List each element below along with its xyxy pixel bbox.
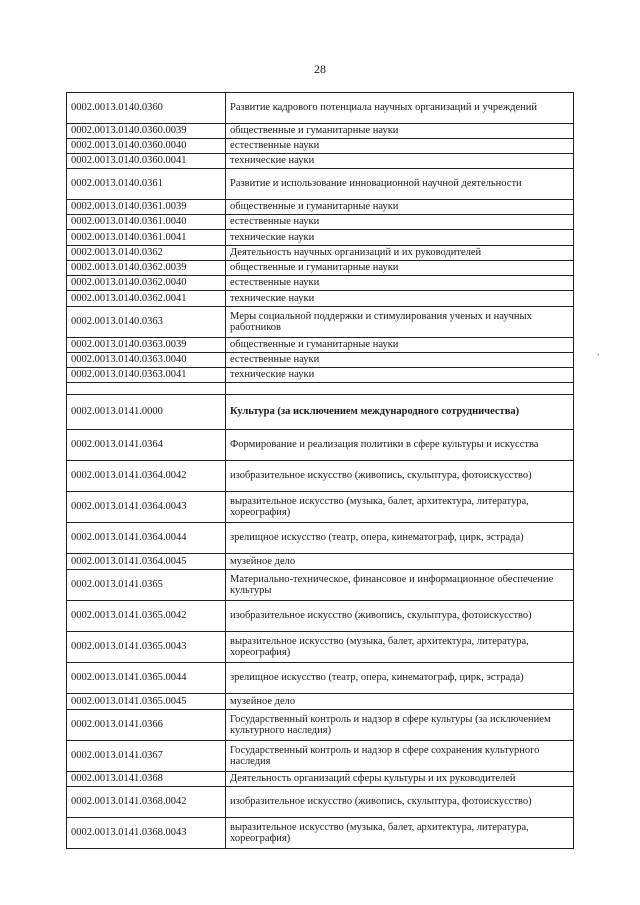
row-code (67, 383, 226, 395)
table-row (67, 230, 574, 246)
row-code: 0002.0013.0141.0365.0045 (67, 694, 226, 710)
row-code: 0002.0013.0140.0360.0041 (67, 154, 226, 169)
table-row (67, 663, 574, 694)
table-row (67, 741, 574, 772)
table-row (67, 461, 574, 492)
row-title: общественные и гуманитарные науки (226, 124, 574, 139)
row-title: Развитие и использование инновационной научной деятельности (226, 169, 574, 200)
table-row (67, 139, 574, 154)
row-title: технические науки (226, 154, 574, 169)
row-code: 0002.0013.0141.0365.0042 (67, 601, 226, 632)
row-title: естественные науки (226, 215, 574, 230)
table-row (67, 246, 574, 261)
table-row (67, 787, 574, 818)
table-row (67, 632, 574, 663)
row-title: зрелищное искусство (театр, опера, кинематограф, цирк, эстрада) (226, 523, 574, 554)
row-title: музейное дело (226, 694, 574, 710)
table-row (67, 383, 574, 395)
table-row (67, 694, 574, 710)
row-code: 0002.0013.0140.0361.0039 (67, 200, 226, 215)
table-row (67, 601, 574, 632)
row-title: общественные и гуманитарные науки (226, 338, 574, 353)
row-code: 0002.0013.0140.0361.0041 (67, 230, 226, 246)
row-title: Развитие кадрового потенциала научных организаций и учреждений (226, 93, 574, 124)
row-code: 0002.0013.0140.0362 (67, 246, 226, 261)
classifier-rows (67, 93, 574, 849)
table-row (67, 215, 574, 230)
row-code: 0002.0013.0140.0362.0040 (67, 276, 226, 291)
row-title: технические науки (226, 291, 574, 307)
row-code: 0002.0013.0141.0368 (67, 772, 226, 787)
row-code: 0002.0013.0141.0365 (67, 570, 226, 601)
row-code: 0002.0013.0141.0000 (67, 395, 226, 430)
table-row (67, 291, 574, 307)
row-code: 0002.0013.0140.0360.0040 (67, 139, 226, 154)
row-title: технические науки (226, 230, 574, 246)
row-title: общественные и гуманитарные науки (226, 200, 574, 215)
row-code: 0002.0013.0140.0361.0040 (67, 215, 226, 230)
table-row (67, 93, 574, 124)
row-title: музейное дело (226, 554, 574, 570)
row-title: Деятельность организаций сферы культуры и их руководителей (226, 772, 574, 787)
row-title: естественные науки (226, 139, 574, 154)
row-title: Формирование и реализация политики в сфере культуры и искусства (226, 430, 574, 461)
scan-mark: ‘ (597, 352, 600, 361)
row-title: общественные и гуманитарные науки (226, 261, 574, 276)
row-title: технические науки (226, 368, 574, 383)
row-title: Культура (за исключением международного сотрудничества) (226, 395, 574, 430)
table-row (67, 169, 574, 200)
row-code: 0002.0013.0140.0362.0039 (67, 261, 226, 276)
row-title: зрелищное искусство (театр, опера, кинематограф, цирк, эстрада) (226, 663, 574, 694)
row-code: 0002.0013.0140.0363.0041 (67, 368, 226, 383)
row-code: 0002.0013.0140.0360 (67, 93, 226, 124)
table-row (67, 554, 574, 570)
table-row (67, 492, 574, 523)
table-row (67, 307, 574, 338)
row-title: Государственный контроль и надзор в сфере культуры (за исключением культурного наследия) (226, 710, 574, 741)
row-title: Материально-техническое, финансовое и информационное обеспечение культуры (226, 570, 574, 601)
table-row (67, 430, 574, 461)
classifier-table (66, 92, 574, 849)
row-code: 0002.0013.0140.0363.0040 (67, 353, 226, 368)
row-code: 0002.0013.0141.0364.0044 (67, 523, 226, 554)
row-title: выразительное искусство (музыка, балет, архитектура, литература, хореография) (226, 632, 574, 663)
row-code: 0002.0013.0141.0366 (67, 710, 226, 741)
row-code: 0002.0013.0140.0361 (67, 169, 226, 200)
row-title: Деятельность научных организаций и их руководителей (226, 246, 574, 261)
row-code: 0002.0013.0141.0365.0043 (67, 632, 226, 663)
table-row (67, 523, 574, 554)
row-code: 0002.0013.0140.0363.0039 (67, 338, 226, 353)
table-row (67, 261, 574, 276)
table-row (67, 570, 574, 601)
table-row (67, 200, 574, 215)
row-title: выразительное искусство (музыка, балет, архитектура, литература, хореография) (226, 492, 574, 523)
table-row (67, 154, 574, 169)
table-row (67, 818, 574, 849)
row-code: 0002.0013.0140.0362.0041 (67, 291, 226, 307)
row-title: Меры социальной поддержки и стимулирования ученых и научных работников (226, 307, 574, 338)
table-row (67, 710, 574, 741)
row-title: естественные науки (226, 353, 574, 368)
row-title: естественные науки (226, 276, 574, 291)
row-title: выразительное искусство (музыка, балет, архитектура, литература, хореография) (226, 818, 574, 849)
row-title: изобразительное искусство (живопись, скульптура, фотоискусство) (226, 787, 574, 818)
row-title: изобразительное искусство (живопись, скульптура, фотоискусство) (226, 601, 574, 632)
table-row (67, 368, 574, 383)
row-code: 0002.0013.0141.0367 (67, 741, 226, 772)
table-row (67, 338, 574, 353)
row-code: 0002.0013.0141.0364 (67, 430, 226, 461)
row-title (226, 383, 574, 395)
table-row (67, 353, 574, 368)
row-code: 0002.0013.0141.0368.0043 (67, 818, 226, 849)
row-code: 0002.0013.0140.0360.0039 (67, 124, 226, 139)
row-code: 0002.0013.0141.0364.0042 (67, 461, 226, 492)
table-row (67, 276, 574, 291)
table-row (67, 395, 574, 430)
row-code: 0002.0013.0141.0364.0043 (67, 492, 226, 523)
table-row (67, 772, 574, 787)
page-number: 28 (314, 62, 326, 76)
row-code: 0002.0013.0140.0363 (67, 307, 226, 338)
row-code: 0002.0013.0141.0364.0045 (67, 554, 226, 570)
table-row (67, 124, 574, 139)
row-title: Государственный контроль и надзор в сфере сохранения культурного наследия (226, 741, 574, 772)
row-code: 0002.0013.0141.0365.0044 (67, 663, 226, 694)
row-title: изобразительное искусство (живопись, скульптура, фотоискусство) (226, 461, 574, 492)
row-code: 0002.0013.0141.0368.0042 (67, 787, 226, 818)
